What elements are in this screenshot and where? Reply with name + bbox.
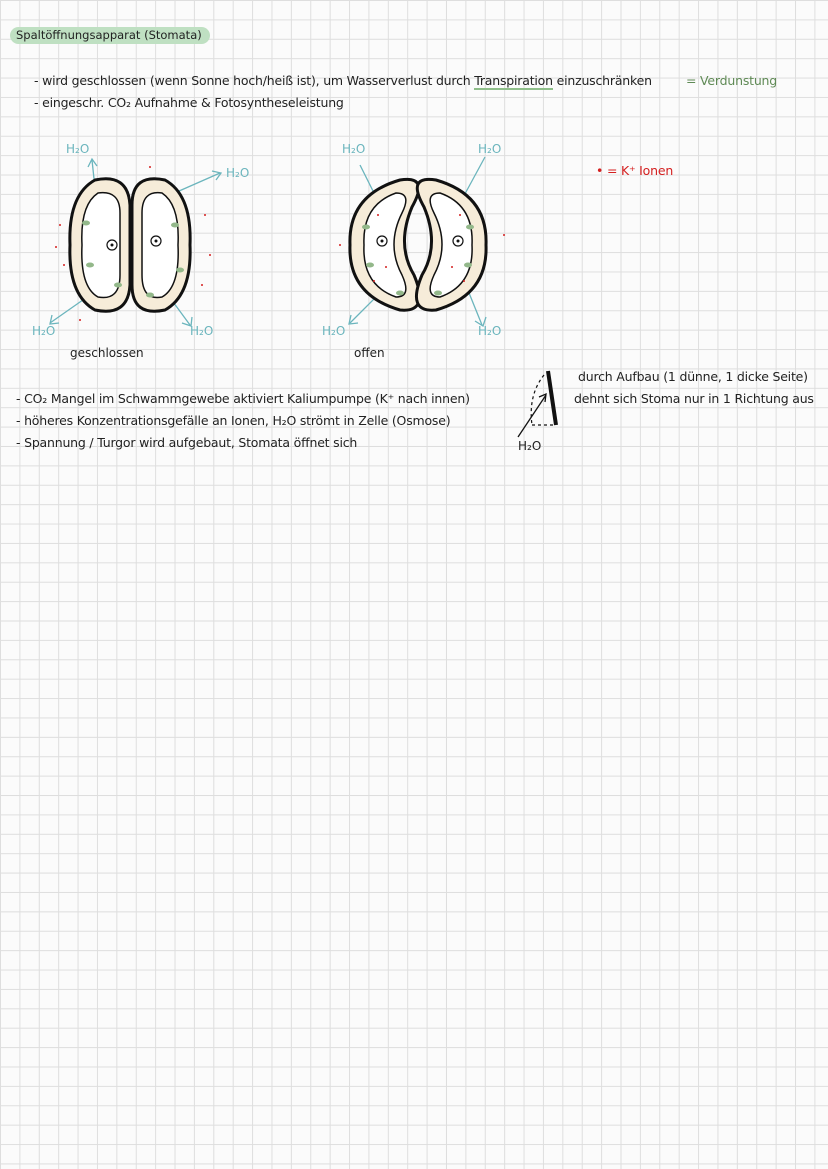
legend-label: = K⁺ Ionen <box>606 163 674 178</box>
h2o-label: H₂O <box>342 142 366 156</box>
step-1: - CO₂ Mangel im Schwammgewebe aktiviert Kaliumpumpe (K⁺ nach innen) <box>16 391 470 406</box>
intro-line-1-end: einzuschränken <box>552 73 652 88</box>
h2o-label: H₂O <box>478 324 502 338</box>
ion-dot-icon: • <box>596 163 604 178</box>
h2o-label: H₂O <box>66 142 90 156</box>
caption-closed: geschlossen <box>70 346 144 360</box>
h2o-label: H₂O <box>190 324 214 338</box>
open-stoma-diagram <box>320 135 560 360</box>
step-2: - höheres Konzentrationsgefälle an Ionen, H₂O strömt in Zelle (Osmose) <box>16 413 451 428</box>
side-note-line-2: dehnt sich Stoma nur in 1 Richtung aus <box>574 391 814 406</box>
guard-cell-sketch <box>508 365 568 455</box>
h2o-label: H₂O <box>478 142 502 156</box>
legend-k-ions <box>596 163 673 178</box>
note-verdunstung: = Verdunstung <box>686 73 778 88</box>
caption-open: offen <box>354 346 385 360</box>
h2o-label: H₂O <box>518 439 542 453</box>
h2o-label: H₂O <box>322 324 346 338</box>
h2o-label: H₂O <box>32 324 56 338</box>
closed-stoma-diagram <box>20 135 280 360</box>
side-note-line-1: durch Aufbau (1 dünne, 1 dicke Seite) <box>578 369 808 384</box>
intro-line-1 <box>34 73 652 88</box>
page-heading: Spaltöffnungsapparat (Stomata) <box>10 27 210 44</box>
intro-line-1-start: - wird geschlossen (wenn Sonne hoch/heiß ist), um Wasserverlust durch <box>34 73 475 88</box>
h2o-label: H₂O <box>226 166 250 180</box>
keyword-transpiration: Transpiration <box>474 73 553 88</box>
step-3: - Spannung / Turgor wird aufgebaut, Stomata öffnet sich <box>16 435 358 450</box>
intro-line-2: - eingeschr. CO₂ Aufnahme & Fotosyntheseleistung <box>34 95 344 110</box>
